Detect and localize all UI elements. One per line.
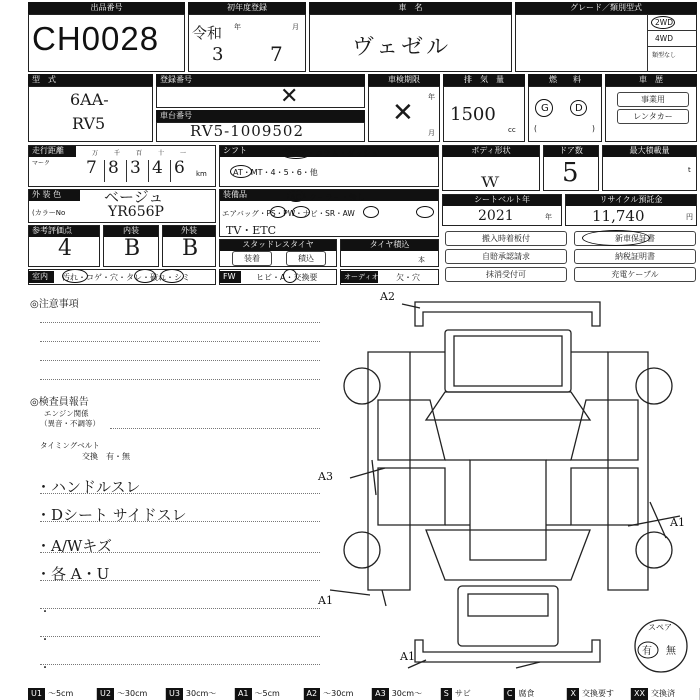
interior-sag-circle bbox=[134, 269, 156, 283]
tire-unit: 本 bbox=[418, 256, 425, 264]
remark-4: ・各 A・U bbox=[36, 565, 110, 583]
color-no: YR656P bbox=[108, 204, 164, 220]
drive-2wd: 2WD bbox=[655, 18, 673, 27]
equip-line1: AC・クーラー・無し bbox=[290, 193, 365, 202]
mileage-digit-4: 6 bbox=[174, 158, 185, 178]
studless-mounted: 装着 bbox=[232, 251, 272, 266]
legend-key-2: U3 bbox=[166, 688, 183, 700]
model-label: 型 式 bbox=[28, 74, 153, 86]
equip-line2: エアバッグ・PS・PW・ナビ・SR・AW bbox=[222, 209, 355, 218]
regno-val: ✕ bbox=[280, 84, 299, 109]
model-1: 6AA- bbox=[70, 90, 109, 109]
equip-navi-circle bbox=[363, 206, 379, 218]
drive-none: 類型なし bbox=[652, 52, 677, 59]
score-val: 4 bbox=[58, 236, 72, 261]
legend-key-0: U1 bbox=[28, 688, 45, 700]
legend-key-9: XX bbox=[631, 688, 648, 700]
fuel-d: D bbox=[575, 103, 583, 114]
belt-label: シートベルト年 bbox=[442, 194, 562, 206]
legend-key-1: U2 bbox=[97, 688, 114, 700]
score-label: 参考評価点 bbox=[28, 225, 100, 237]
shift-floor-circle bbox=[281, 147, 311, 159]
doc-warranty: 新車保証書 bbox=[574, 231, 696, 246]
tire-label: タイヤ積込 bbox=[340, 239, 439, 251]
load-box bbox=[602, 145, 697, 191]
fuel-g-circle bbox=[535, 99, 553, 117]
mileage-unit-3: 十 bbox=[158, 150, 165, 157]
first-registration-label: 初年度登録 bbox=[188, 2, 306, 14]
inspector-title: ◎検査員報告 bbox=[30, 397, 89, 408]
audio-options: 欠・穴 bbox=[396, 273, 420, 282]
mark-a3: A3 bbox=[318, 470, 333, 483]
fuel-label: 燃 料 bbox=[528, 74, 602, 86]
bullet-7: ・ bbox=[40, 663, 50, 674]
mileage-unit-2: 百 bbox=[136, 150, 143, 157]
mileage-label: 走行距離 bbox=[28, 145, 76, 157]
interior-tear-circle bbox=[160, 269, 184, 283]
doc-cancel: 抹消受付可 bbox=[445, 267, 567, 282]
fuel-paren-close: ) bbox=[592, 124, 595, 133]
legend-value-0: ～5cm bbox=[45, 688, 97, 700]
year-mark: 年 bbox=[234, 23, 241, 31]
legend-value-3: ～5cm bbox=[252, 688, 304, 700]
recycle-unit: 円 bbox=[686, 213, 693, 221]
equip-line3: TV・ETC bbox=[226, 224, 277, 237]
mark-a2: A2 bbox=[380, 290, 395, 303]
car-name: ヴェゼル bbox=[352, 35, 452, 60]
damage-legend bbox=[28, 688, 700, 700]
mileage-sep bbox=[126, 160, 127, 182]
mileage-mark: マーク bbox=[32, 160, 51, 167]
legend-value-8: 交換要す bbox=[579, 688, 631, 700]
mileage-digit-2: 3 bbox=[130, 158, 141, 178]
load-unit: t bbox=[688, 166, 691, 174]
remark-2: ・Dシート サイドスレ bbox=[36, 506, 187, 524]
history-business: 事業用 bbox=[617, 92, 689, 107]
remark-3: ・A/Wキズ bbox=[36, 537, 113, 555]
mileage-sep bbox=[148, 160, 149, 182]
exterior-score-label: 外装 bbox=[162, 225, 216, 237]
doc-insurance: 自賠承認請求 bbox=[445, 249, 567, 264]
audio-label: オーディオ bbox=[340, 271, 378, 283]
drive-2wd-circle bbox=[651, 16, 675, 29]
equip-pw-circle bbox=[292, 206, 310, 218]
legend-key-6: S bbox=[441, 688, 452, 700]
car-diagram bbox=[318, 290, 700, 688]
load-label: 最大積載量 bbox=[602, 145, 697, 157]
mark-a1-rear: A1 bbox=[400, 650, 415, 663]
mileage-box bbox=[28, 145, 216, 187]
legend-key-7: C bbox=[504, 688, 516, 700]
recycle-label: リサイクル預託金 bbox=[565, 194, 697, 206]
mileage-unit: km bbox=[196, 170, 207, 178]
lot-number-label: 出品番号 bbox=[28, 2, 185, 14]
fw-options: ヒビ・A・交換要 bbox=[256, 273, 318, 282]
doc-plate: 搬入時着板付 bbox=[445, 231, 567, 246]
fuel-g: G bbox=[541, 103, 549, 114]
legend-key-5: A3 bbox=[372, 688, 389, 700]
equip-aw-circle bbox=[416, 206, 434, 218]
fw-label: FW bbox=[219, 271, 241, 283]
legend-key-3: A1 bbox=[235, 688, 252, 700]
shift-at-circle bbox=[230, 165, 252, 178]
color-val: ベージュ bbox=[104, 188, 164, 206]
notes-title: ◎注意事項 bbox=[30, 299, 79, 310]
reg-month: 7 bbox=[270, 42, 283, 66]
interior-options: 汚れ・コゲ・穴・タレ・破れ・シミ bbox=[62, 273, 190, 282]
spare-label: スペア bbox=[648, 623, 672, 632]
reg-year: 3 bbox=[212, 44, 224, 65]
mileage-digit-0: 7 bbox=[86, 158, 97, 178]
color-label: 外 装 色 bbox=[28, 189, 80, 201]
regno-box bbox=[156, 86, 365, 108]
body-label: ボディ形状 bbox=[442, 145, 540, 157]
exterior-score: B bbox=[182, 236, 199, 261]
inspect-month-mark: 月 bbox=[428, 129, 435, 137]
displacement-val: 1500 bbox=[450, 104, 496, 125]
shift-options: フロア・コラム・ダッシュ bbox=[283, 149, 379, 158]
shift-line2: AT・MT・4・5・6・他 bbox=[233, 168, 318, 177]
engine-sub: （異音・不調等） bbox=[40, 419, 100, 428]
belt-val: 2021 bbox=[478, 208, 514, 224]
mileage-digit-1: 8 bbox=[108, 158, 119, 178]
history-rental: レンタカー bbox=[617, 109, 689, 124]
spare-no: 無 bbox=[666, 646, 676, 657]
inspection-val: ✕ bbox=[392, 98, 414, 128]
legend-value-7: 腐食 bbox=[515, 688, 567, 700]
body-val: ｗ bbox=[480, 168, 500, 192]
legend-key-4: A2 bbox=[304, 688, 321, 700]
legend-value-1: ～30cm bbox=[114, 688, 166, 700]
history-label: 車 歴 bbox=[605, 74, 697, 86]
interior-score: B bbox=[124, 236, 141, 261]
shift-label: シフト bbox=[219, 145, 439, 157]
mileage-unit-1: 千 bbox=[114, 150, 121, 157]
lot-number: CH0028 bbox=[32, 20, 160, 57]
bullet-6: ・ bbox=[40, 635, 50, 646]
legend-value-2: 30cm～ bbox=[183, 688, 235, 700]
doors-label: ドア数 bbox=[543, 145, 599, 157]
equip-ps-circle bbox=[270, 206, 286, 218]
timing-options: 交換 有・無 bbox=[82, 452, 130, 461]
chassis-label: 車台番号 bbox=[156, 110, 365, 122]
doc-charging: 充電ケーブル bbox=[574, 267, 696, 282]
studless-loaded: 積込 bbox=[286, 251, 326, 266]
belt-unit: 年 bbox=[545, 213, 552, 221]
displacement-label: 排 気 量 bbox=[443, 74, 525, 86]
doc-tax: 納税証明書 bbox=[574, 249, 696, 264]
doc-warranty-circle bbox=[582, 230, 650, 246]
mileage-unit-4: 一 bbox=[180, 150, 187, 157]
timing-label: タイミングベルト bbox=[40, 441, 100, 450]
interior-cond-label: 室内 bbox=[28, 271, 54, 283]
fuel-paren-open: ( bbox=[534, 124, 537, 133]
legend-key-8: X bbox=[567, 688, 578, 700]
chassis-val: RV5-1009502 bbox=[190, 122, 305, 140]
legend-value-9: 交換済 bbox=[648, 688, 700, 700]
month-mark: 月 bbox=[292, 23, 299, 31]
mileage-digit-3: 4 bbox=[152, 158, 163, 178]
mileage-sep bbox=[104, 160, 105, 182]
interior-score-label: 内装 bbox=[103, 225, 159, 237]
doors-val: 5 bbox=[562, 158, 579, 188]
mark-a1-right: A1 bbox=[670, 516, 685, 529]
bullet-5: ・ bbox=[40, 607, 50, 618]
engine-label: エンジン関係 bbox=[44, 409, 89, 418]
fw-a-circle bbox=[283, 269, 297, 283]
recycle-val: 11,740 bbox=[592, 207, 645, 225]
legend-value-4: ～30cm bbox=[320, 688, 372, 700]
color-no-label: (カラーNo bbox=[32, 209, 66, 217]
equip-ac-circle bbox=[287, 190, 305, 202]
model-2: RV5 bbox=[72, 114, 106, 133]
inspect-year-mark: 年 bbox=[428, 93, 435, 101]
remark-1: ・ハンドルスレ bbox=[36, 478, 141, 496]
mileage-sep bbox=[170, 160, 171, 182]
legend-value-6: サビ bbox=[452, 688, 504, 700]
fuel-d-circle bbox=[570, 100, 587, 116]
mark-a1-left: A1 bbox=[318, 594, 333, 607]
mileage-unit-0: 万 bbox=[92, 150, 99, 157]
equipment-label: 装備品 bbox=[219, 189, 439, 201]
regno-label: 登録番号 bbox=[156, 74, 365, 86]
displacement-unit: cc bbox=[508, 126, 516, 134]
inspection-label: 車検期限 bbox=[368, 74, 440, 86]
spare-yes: 有 bbox=[642, 646, 652, 657]
studless-label: スタッドレスタイヤ bbox=[219, 239, 337, 251]
grade-label: グレード／類別型式 bbox=[515, 2, 697, 14]
legend-value-5: 30cm～ bbox=[389, 688, 441, 700]
car-name-label: 車 名 bbox=[309, 2, 512, 14]
drive-4wd: 4WD bbox=[655, 34, 673, 43]
era: 令和 bbox=[192, 24, 223, 42]
interior-dirty-circle bbox=[62, 269, 88, 283]
